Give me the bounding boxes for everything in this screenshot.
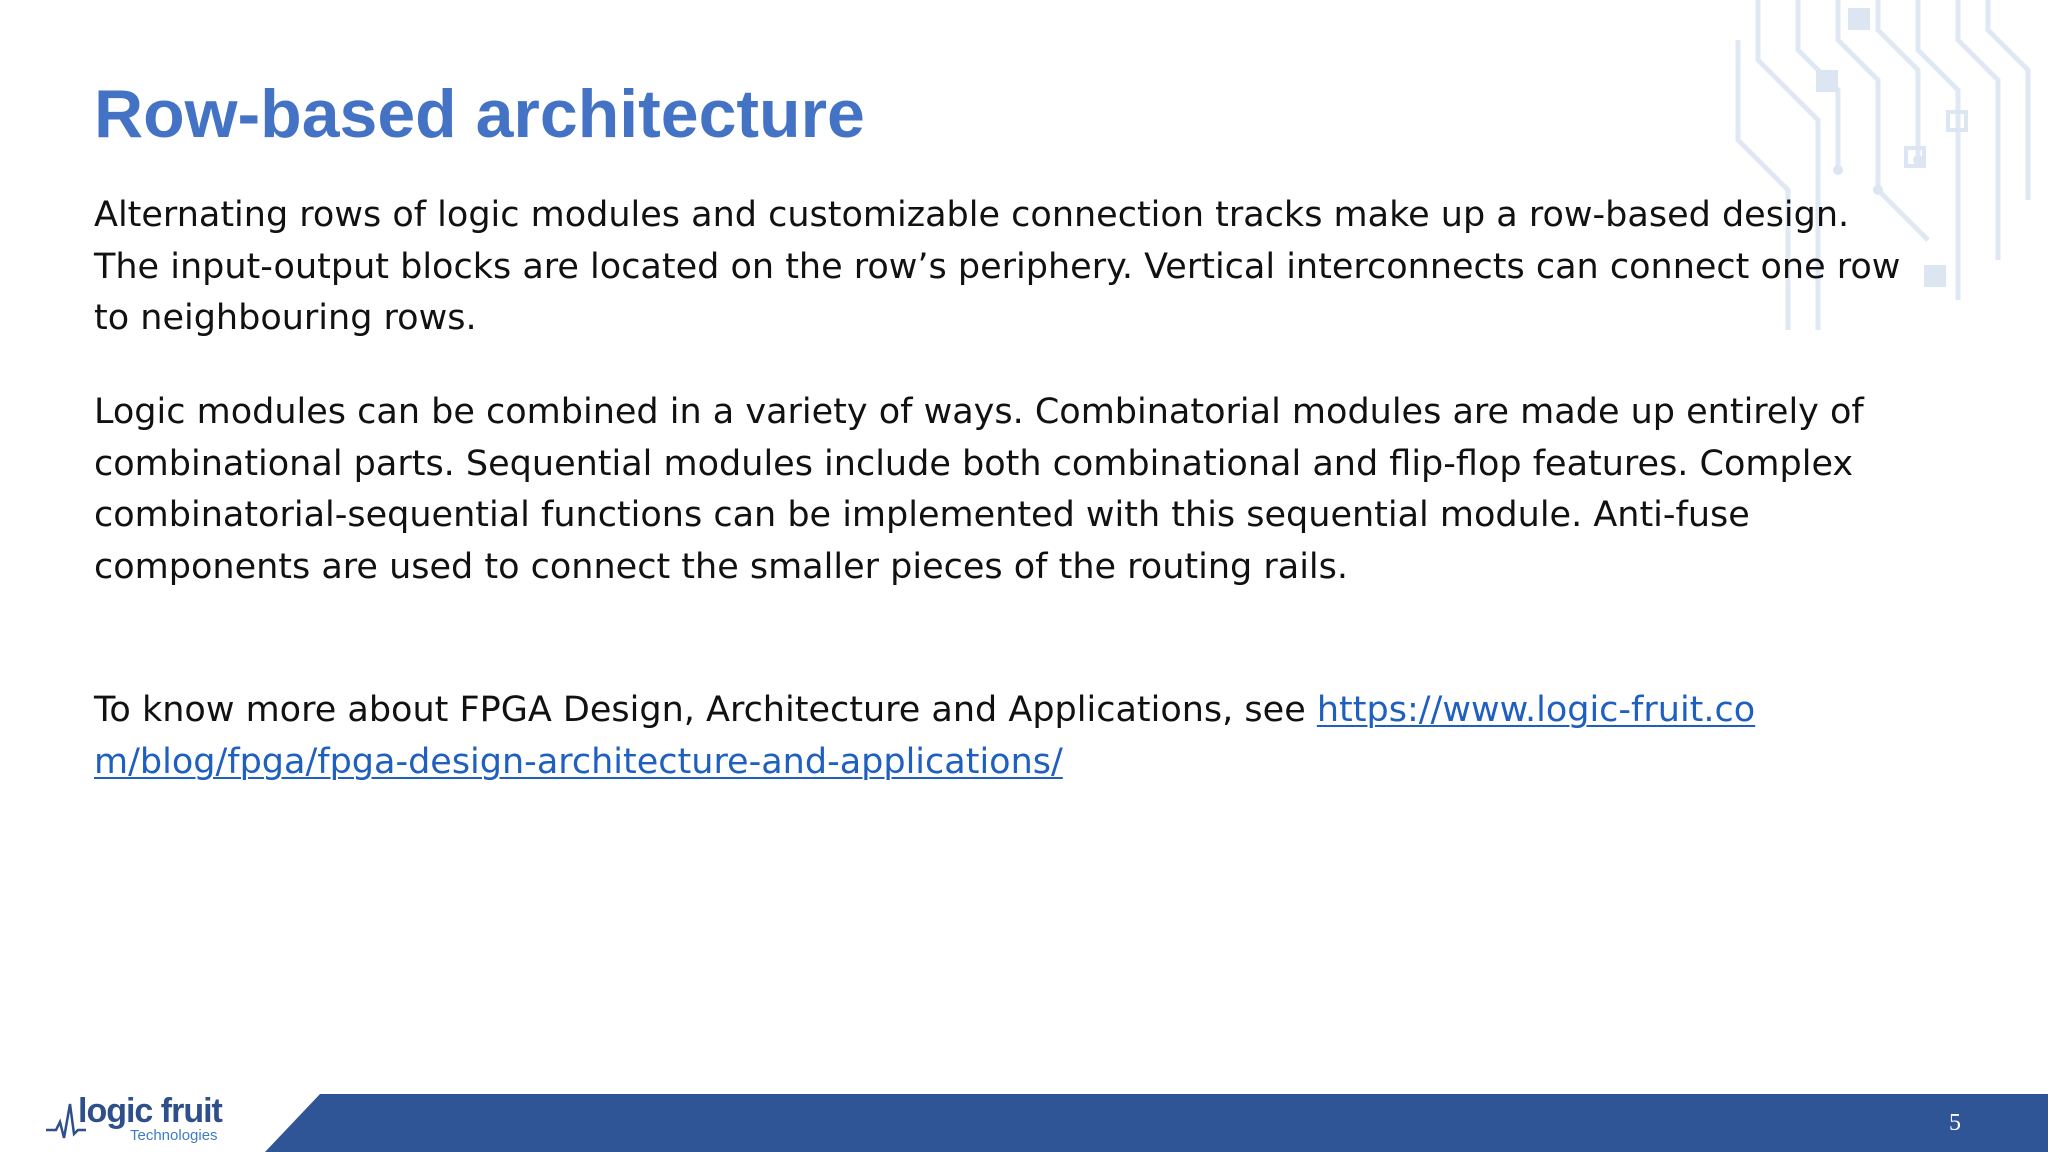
footer-band bbox=[0, 1094, 2048, 1152]
learn-more-text: To know more about FPGA Design, Architecture and Applications, see bbox=[94, 690, 1317, 730]
company-logo bbox=[46, 1094, 246, 1152]
fpga-article-link[interactable]: https://www.logic-fruit.com/blog/fpga/fpga-design-architecture-and-applications/ bbox=[94, 690, 1756, 782]
logo-tagline: Technologies bbox=[130, 1127, 218, 1144]
logo-wordmark: logic fruit bbox=[78, 1092, 222, 1130]
paragraph-learn-more bbox=[94, 685, 1774, 788]
paragraph-logic-modules: Logic modules can be combined in a variety of ways. Combinatorial modules are made up entirely of combinational parts. Sequential modules include both combinational and flip-flop features. Complex combinatorial-sequential functions can be implemented with this sequential module. Anti-fuse components are used to connect the smaller pieces of the routing rails. bbox=[94, 392, 1864, 587]
slide-title: Row-based architecture bbox=[94, 76, 865, 152]
paragraph-row-based-design: Alternating rows of logic modules and customizable connection tracks make up a row-based design. The input-output blocks are located on the row’s periphery. Vertical interconnects can connect one row to neighbouring rows. bbox=[94, 195, 1901, 338]
page-number: 5 bbox=[1949, 1110, 1961, 1136]
